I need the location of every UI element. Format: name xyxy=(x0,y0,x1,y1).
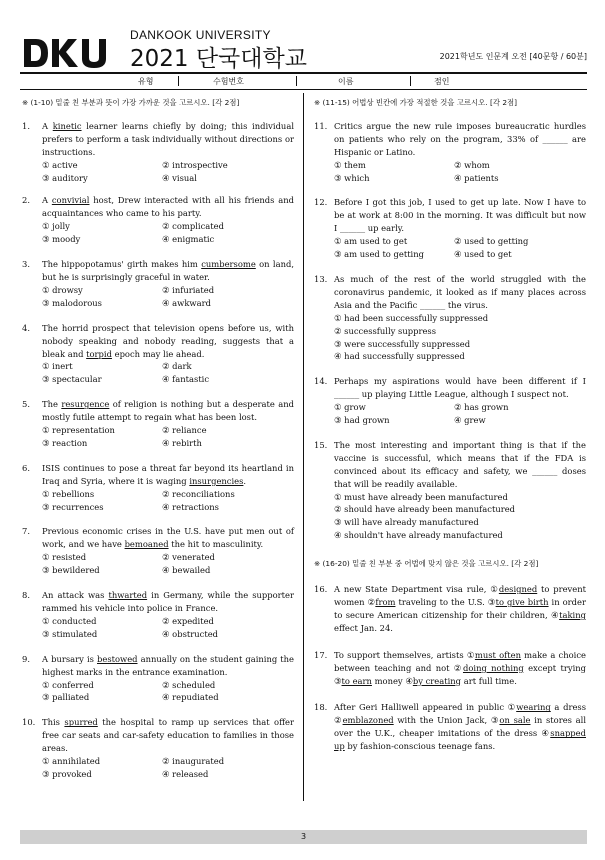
question-item xyxy=(22,194,294,246)
answer-option: ② expedited xyxy=(162,615,214,626)
stem-text: To support themselves, artists ① xyxy=(334,649,475,660)
stem-text: The hippopotamus' girth makes him xyxy=(42,259,202,270)
answer-options xyxy=(42,159,294,185)
question-number: 9. xyxy=(22,653,30,664)
answer-option: ② successfully suppress xyxy=(334,325,437,336)
stem-text: to prevent women ② xyxy=(334,584,586,607)
question-number: 10. xyxy=(22,717,36,728)
answer-option: ③ moody xyxy=(42,234,81,245)
stem-text: with the Union Jack, ③ xyxy=(393,715,500,726)
answer-option: ③ provoked xyxy=(42,768,92,779)
answer-option: ② should have already been manufactured xyxy=(334,504,516,515)
underlined-phrase: by creating xyxy=(412,675,462,686)
question-stem xyxy=(42,194,294,220)
underlined-phrase: to earn xyxy=(341,675,372,686)
info-separator xyxy=(178,76,179,86)
stem-text: The horrid prospect that television opens before us, with nobody speaking and nobody reading, suggests that a bleak and xyxy=(42,322,294,359)
answer-options xyxy=(334,491,586,543)
question-item xyxy=(22,462,294,514)
stem-text: in order to secure American citizenship for their children, ④ xyxy=(334,597,586,620)
answer-option: ② dark xyxy=(162,361,192,372)
answer-options xyxy=(42,424,294,450)
answer-option: ① jolly xyxy=(42,221,70,232)
stem-text: by fashion-conscious teenage fans. xyxy=(344,741,496,752)
underlined-word: convivial xyxy=(51,195,90,206)
section-instruction: ※ (1-10) 밑줄 친 부분과 뜻이 가장 가까운 것을 고르시오. [각 2점] xyxy=(22,98,240,107)
question-number: 13. xyxy=(314,273,328,284)
stem-text: in stores all over the U.K., cheaper imitations of the dress ④ xyxy=(334,715,587,739)
answer-options xyxy=(42,679,294,705)
page-title: 2021 단국대학교 xyxy=(130,46,307,72)
stem-text: ISIS continues to pose a threat far beyond its heartland in Iraq and Syria, where it is waging xyxy=(42,462,294,486)
stem-text: on land, but he is surprisingly graceful in water. xyxy=(42,259,294,282)
answer-option: ④ had successfully suppressed xyxy=(334,351,465,362)
question-item xyxy=(22,589,294,641)
answer-option: ② reliance xyxy=(162,425,207,436)
question-item xyxy=(314,439,586,542)
exam-info: 2021학년도 인문계 오전 [40문항 / 60분] xyxy=(439,52,587,61)
answer-option: ① had been successfully suppressed xyxy=(334,312,489,323)
stem-text: A xyxy=(42,120,53,131)
answer-option: ① annihilated xyxy=(42,756,101,767)
answer-options xyxy=(42,284,294,310)
answer-option: ① resisted xyxy=(42,552,87,563)
question-stem xyxy=(42,589,294,615)
underlined-phrase: designed xyxy=(498,584,538,595)
underlined-phrase: snapped up xyxy=(334,728,586,752)
question-number: 17. xyxy=(314,649,328,660)
answer-option: ④ repudiated xyxy=(162,692,219,703)
answer-options xyxy=(42,755,294,781)
info-separator xyxy=(410,76,411,86)
answer-option: ③ auditory xyxy=(42,172,88,183)
answer-option: ② complicated xyxy=(162,221,224,232)
underlined-word: cumbersome xyxy=(201,259,256,270)
question-item xyxy=(22,258,294,310)
info-label-type: 유형 xyxy=(138,77,154,86)
stem-text: Previous economic crises in the U.S. have put men out of work, and we have xyxy=(42,526,294,550)
info-label-exam-number: 수험번호 xyxy=(213,77,244,86)
question-stem xyxy=(334,583,586,635)
question-number: 1. xyxy=(22,120,30,131)
question-item xyxy=(314,273,586,363)
section-instruction: ※ (11-15) 어법상 빈칸에 가장 적절한 것을 고르시오. [각 2점] xyxy=(314,98,518,107)
answer-option: ④ fantastic xyxy=(162,374,210,385)
question-number: 6. xyxy=(22,462,30,473)
question-number: 7. xyxy=(22,526,30,537)
stem-text: A new State Department visa rule, ① xyxy=(334,584,499,595)
answer-option: ③ palliated xyxy=(42,692,90,703)
answer-option: ③ recurrences xyxy=(42,501,104,512)
stem-text: host, Drew interacted with all his friends and acquaintances who came to his party. xyxy=(42,195,294,219)
underlined-word: bemoaned xyxy=(124,539,169,550)
answer-option: ④ shouldn't have already manufactured xyxy=(334,530,503,541)
answer-option: ② infuriated xyxy=(162,284,215,295)
answer-option: ① grow xyxy=(334,402,366,413)
question-number: 5. xyxy=(22,399,30,410)
answer-option: ② whom xyxy=(454,159,490,170)
underlined-word: thwarted xyxy=(108,590,148,601)
question-stem xyxy=(42,653,294,679)
question-number: 14. xyxy=(314,376,328,387)
stem-text: except trying ③ xyxy=(334,662,587,686)
answer-option: ② reconciliations xyxy=(162,488,235,499)
page-footer xyxy=(20,830,587,844)
question-stem xyxy=(334,701,586,753)
stem-text: traveling to the U.S. ③ xyxy=(395,597,496,607)
answer-option: ④ used to get xyxy=(454,249,512,260)
question-item xyxy=(314,649,586,688)
answer-option: ③ will have already manufactured xyxy=(334,517,479,528)
question-stem xyxy=(42,462,294,488)
question-item xyxy=(314,120,586,185)
answer-option: ① inert xyxy=(42,361,73,372)
question-stem xyxy=(42,716,294,755)
right-column xyxy=(314,97,586,767)
answer-option: ④ bewailed xyxy=(162,565,211,576)
underlined-phrase: to give birth xyxy=(495,597,549,607)
question-stem: As much of the rest of the world struggled with the coronavirus pandemic, it looked as if many places across Asia and the Pacific ______ the virus. xyxy=(334,273,586,310)
question-number: 16. xyxy=(314,584,328,595)
answer-options xyxy=(42,488,294,514)
answer-option: ④ enigmatic xyxy=(162,234,215,245)
stem-text: This xyxy=(42,717,65,728)
question-item xyxy=(22,653,294,705)
question-number: 15. xyxy=(314,439,328,450)
answer-options xyxy=(334,235,586,261)
answer-option: ① representation xyxy=(42,425,115,436)
question-number: 8. xyxy=(22,590,30,601)
answer-option: ④ visual xyxy=(162,172,197,183)
answer-option: ① drowsy xyxy=(42,284,83,295)
underlined-phrase: must often xyxy=(474,649,521,660)
answer-option: ① must have already been manufactured xyxy=(334,491,508,502)
answer-option: ④ retractions xyxy=(162,501,219,512)
question-stem xyxy=(42,258,294,284)
stem-text: The xyxy=(42,399,62,410)
question-item xyxy=(314,701,586,753)
answer-option: ④ grew xyxy=(454,415,486,426)
answer-option: ② inaugurated xyxy=(162,756,225,767)
answer-option: ② venerated xyxy=(162,552,215,563)
underlined-word: resurgence xyxy=(61,399,110,410)
answer-option: ① conferred xyxy=(42,679,94,690)
stem-text: annually on the student gaining the highest marks in the entrance examination. xyxy=(42,653,295,677)
answer-option: ③ stimulated xyxy=(42,628,98,639)
answer-option: ③ malodorous xyxy=(42,297,102,308)
answer-option: ② has grown xyxy=(454,402,509,413)
stem-text: art full time. xyxy=(461,675,517,686)
stem-text: of religion is nothing but a desperate and mostly futile attempt to regain what has been lost. xyxy=(42,399,294,423)
answer-option: ④ awkward xyxy=(162,297,211,308)
stem-text: make a choice between teaching and not ② xyxy=(334,649,586,673)
question-stem xyxy=(334,649,586,688)
answer-options xyxy=(334,312,586,364)
answer-option: ① active xyxy=(42,159,78,170)
underlined-word: bestowed xyxy=(97,653,138,664)
question-stem: Critics argue the new rule imposes bureaucratic hurdles on patients who rely on the program, 33% of ______ are Hispanic or Latino. xyxy=(334,120,586,157)
stem-text: . xyxy=(243,475,247,486)
question-item xyxy=(22,120,294,185)
question-stem: The most interesting and important thing is that if the vaccine is successful, which means that if the FDA is convinced about its efficacy and safety, we ______ doses that will be readily available. xyxy=(334,439,586,489)
stem-text: the hit to masculinity. xyxy=(168,539,264,550)
underlined-phrase: taking xyxy=(559,609,586,620)
dku-logo xyxy=(22,34,114,72)
stem-text: a dress ② xyxy=(334,702,587,726)
answer-option: ④ patients xyxy=(454,172,499,183)
answer-option: ③ had grown xyxy=(334,415,390,426)
question-item xyxy=(22,525,294,577)
stem-text: money ④ xyxy=(371,675,413,686)
stem-text: effect Jan. 24. xyxy=(334,622,393,633)
question-stem xyxy=(42,322,294,361)
underlined-word: torpid xyxy=(86,348,112,359)
stem-text: A bursary is xyxy=(42,653,97,664)
answer-options xyxy=(334,401,586,427)
answer-option: ① them xyxy=(334,159,366,170)
answer-options xyxy=(42,220,294,246)
answer-option: ① rebellions xyxy=(42,488,95,499)
answer-options xyxy=(42,615,294,641)
answer-option: ② introspective xyxy=(162,159,228,170)
answer-option: ② used to getting xyxy=(454,236,529,247)
stem-text: An attack was xyxy=(42,590,109,601)
underlined-word: kinetic xyxy=(52,120,82,131)
question-stem: Perhaps my aspirations would have been different if I ______ up playing Little League, although I suspect not. xyxy=(334,376,586,400)
answer-option: ③ reaction xyxy=(42,437,88,448)
page-number: 3 xyxy=(300,832,307,841)
stem-text: A xyxy=(42,195,52,206)
question-number: 4. xyxy=(22,322,30,333)
info-label-name: 이름 xyxy=(338,77,354,86)
left-column xyxy=(22,97,294,793)
info-label-check: 점인 xyxy=(434,77,450,86)
question-number: 12. xyxy=(314,197,328,208)
answer-option: ④ rebirth xyxy=(162,437,202,448)
info-row-rule xyxy=(20,89,587,90)
column-divider xyxy=(303,93,304,801)
answer-option: ④ obstructed xyxy=(162,628,219,639)
answer-option: ① am used to get xyxy=(334,236,408,247)
question-item xyxy=(22,716,294,781)
answer-options xyxy=(334,159,586,185)
underlined-word: insurgencies xyxy=(189,475,244,486)
question-number: 3. xyxy=(22,259,30,270)
question-stem xyxy=(42,525,294,551)
answer-option: ② scheduled xyxy=(162,679,216,690)
section-instruction: ※ (16-20) 밑줄 친 부분 중 어법에 맞지 않은 것을 고르시오. [각 2점] xyxy=(314,559,539,569)
underlined-phrase: from xyxy=(375,597,396,607)
stem-text: in Germany, while the supporter rammed his vehicle into police in France. xyxy=(42,590,294,613)
answer-options xyxy=(42,551,294,577)
question-item xyxy=(22,398,294,450)
question-item xyxy=(22,322,294,387)
question-stem xyxy=(42,398,294,424)
stem-text: the hospital to ramp up services that offer free car seats and car-safety education to families in those areas. xyxy=(42,717,295,754)
question-stem: Before I got this job, I used to get up late. Now I have to be at work at 8:00 in the morning. It was difficult but now I ______ up early. xyxy=(334,197,586,234)
university-name: DANKOOK UNIVERSITY xyxy=(130,28,271,42)
stem-text: epoch may lie ahead. xyxy=(111,348,205,359)
underlined-phrase: wearing xyxy=(516,702,551,713)
info-separator xyxy=(296,76,297,86)
answer-option: ③ bewildered xyxy=(42,565,100,576)
question-item xyxy=(314,583,586,635)
underlined-phrase: doing nothing xyxy=(462,662,524,673)
question-stem xyxy=(42,120,294,159)
stem-text: After Geri Halliwell appeared in public ① xyxy=(334,702,517,713)
question-number: 2. xyxy=(22,195,30,206)
question-item xyxy=(314,375,586,427)
answer-option: ③ spectacular xyxy=(42,374,102,385)
question-number: 11. xyxy=(314,120,328,131)
answer-options xyxy=(42,360,294,386)
question-item xyxy=(314,196,586,261)
answer-option: ③ am used to getting xyxy=(334,249,424,260)
answer-option: ③ were successfully suppressed xyxy=(334,338,471,349)
underlined-phrase: on sale xyxy=(499,715,531,726)
stem-text: learner learns chiefly by doing; this individual prefers to perform a task individually without directions or instructions. xyxy=(42,120,294,157)
underlined-phrase: emblazoned xyxy=(342,715,394,726)
info-row xyxy=(20,73,587,89)
question-number: 18. xyxy=(314,702,328,713)
answer-option: ③ which xyxy=(334,172,370,183)
answer-option: ④ released xyxy=(162,768,209,779)
underlined-word: spurred xyxy=(64,717,98,728)
answer-option: ① conducted xyxy=(42,615,97,626)
